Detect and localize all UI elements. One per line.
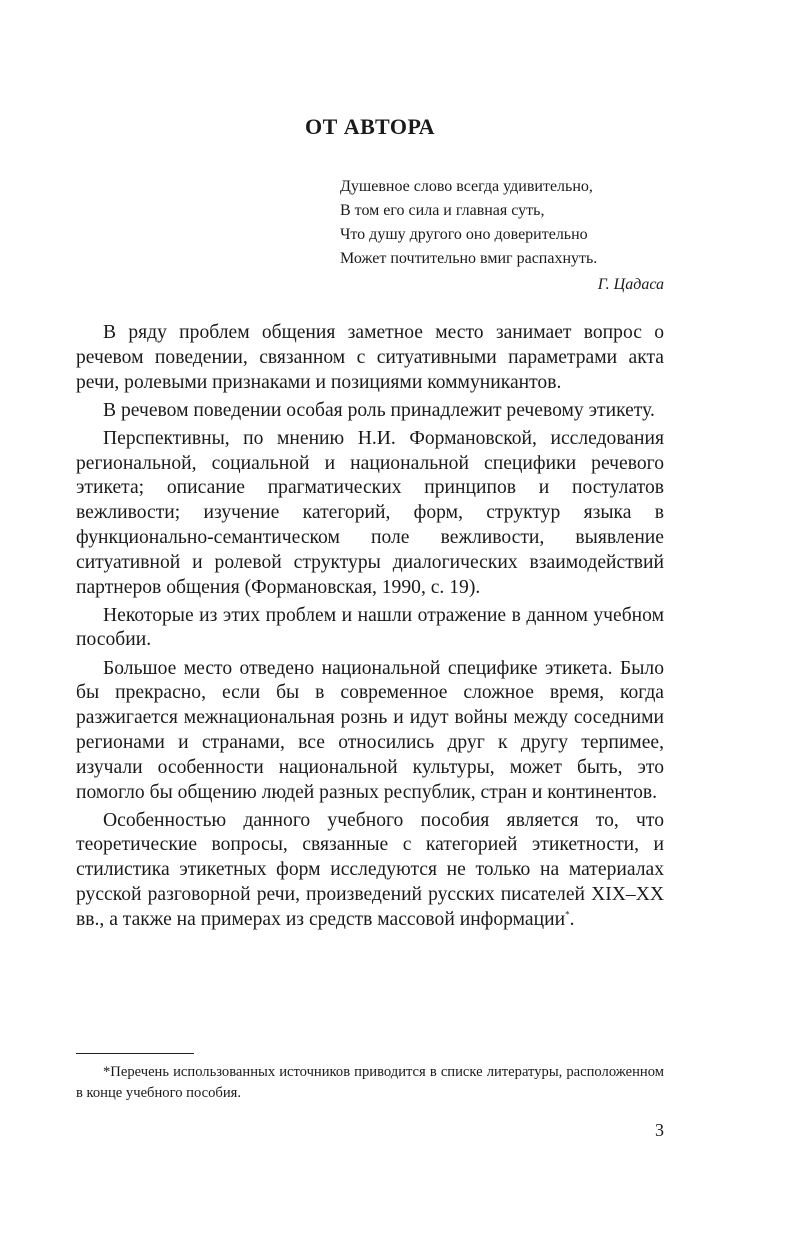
body-text: [76, 321, 664, 933]
epigraph-line: В том его сила и главная суть,: [340, 202, 545, 219]
book-page: [76, 0, 664, 1241]
epigraph: [340, 175, 664, 271]
epigraph-line: Что душу другого оно доверительно: [340, 226, 588, 243]
paragraph: В речевом поведении особая роль принадлежит речевому этикету.: [103, 399, 655, 421]
footnote-divider: [76, 1053, 194, 1054]
epigraph-line: Душевное слово всегда удивительно,: [340, 178, 593, 195]
paragraph-text: Особенностью данного учебного пособия является то, что теоретические вопросы, связанные с категорией этикетности, и стилистика этикетных форм исследуются не только на материалах русской разговорной речи, произведений русских писателей XIX–XX вв., а также на примерах из средств массовой информации: [76, 809, 664, 930]
paragraph: Большое место отведено национальной специфике этикета. Было бы прекрасно, если бы в современное сложное время, когда разжигается межнациональная рознь и идут войны между соседними регионами и странами, все относились друг к другу терпимее, изучали особенности национальной культуры, может быть, это помогло бы общению людей разных республик, стран и континентов.: [76, 657, 664, 803]
epigraph-line: Может почтительно вмиг распахнуть.: [340, 250, 598, 267]
page-number: 3: [655, 1120, 664, 1140]
footnote: [76, 1062, 664, 1104]
epigraph-author: Г. Цадаса: [597, 276, 664, 293]
paragraph-end: .: [569, 908, 575, 930]
paragraph: Некоторые из этих проблем и нашли отражение в данном учебном пособии.: [76, 604, 664, 651]
footnote-text: Перечень использованных источников приводится в списке литературы, расположенном в конце учебного пособия.: [76, 1064, 664, 1101]
footnote-marker: *: [103, 1064, 111, 1080]
page-title: ОТ АВТОРА: [304, 114, 436, 139]
paragraph-last: [76, 809, 664, 933]
footnote-reference: *: [565, 909, 570, 920]
paragraph: В ряду проблем общения заметное место занимает вопрос о речевом поведении, связанном с ситуативными параметрами акта речи, ролевыми признаками и позициями коммуникантов.: [76, 322, 664, 393]
paragraph: Перспективны, по мнению Н.И. Формановской, исследования региональной, социальной и национальной специфики речевого этикета; описание прагматических принципов и постулатов вежливости; изучение категорий, форм, структур языка в функционально-семантическом поле вежливости, выявление ситуативной и ролевой структуры диалогических взаимодействий партнеров общения (Формановская, 1990, с. 19).: [76, 427, 664, 598]
